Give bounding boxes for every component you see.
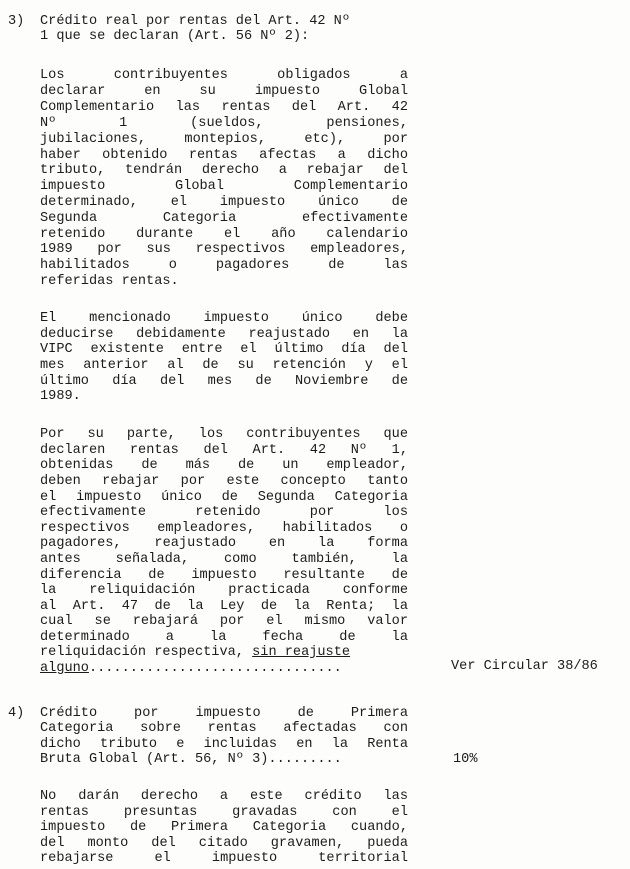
text-line: Por su parte, los contribuyentes que [40, 427, 408, 442]
heading-line: 1 que se declaran (Art. 56 Nº 2): [40, 29, 310, 44]
text-line: último día del mes de Noviembre de [40, 374, 408, 389]
text-line: la reliquidación practicada conforme [40, 583, 408, 598]
text-line: obtenidas de más de un empleador, [40, 458, 408, 473]
text-line: Complementario las rentas del Art. 42 [40, 100, 408, 115]
text-line: jubilaciones, montepios, etc), por [40, 132, 408, 147]
text-line-start: reliquidación respectiva, [40, 645, 244, 660]
text-line: haber obtenido rentas afectas a dicho [40, 148, 408, 163]
text-line [40, 645, 350, 660]
text-line: determinado, el impuesto único de [40, 195, 408, 210]
text-line: respectivos empleadores, habilitados o [40, 521, 408, 536]
text-line: impuesto de Primera Categoria cuando, [40, 820, 408, 835]
text-line: retenido durante el año calendario [40, 227, 408, 242]
heading-line: Crédito real por rentas del Art. 42 Nº [40, 14, 350, 29]
text-line: El mencionado impuesto único debe [40, 311, 408, 326]
text-line: referidas rentas. [40, 274, 179, 289]
margin-note-circular: Ver Circular 38/86 [451, 659, 598, 674]
text-line: 1989 por sus respectivos empleadores, [40, 242, 408, 257]
text-line: del monto del citado gravamen, pueda [40, 836, 408, 851]
heading-line: Bruta Global (Art. 56, Nº 3)......... [40, 752, 342, 767]
underlined-phrase: alguno [40, 661, 89, 676]
text-line: cual se rebajará por el mismo valor [40, 614, 408, 629]
text-line: VIPC existente entre el último día del [40, 342, 408, 357]
text-line: habilitados o pagadores de las [40, 258, 408, 273]
text-line: Segunda Categoria efectivamente [40, 211, 408, 226]
text-line: tributo, tendrán derecho a rebajar del [40, 163, 408, 178]
section-4-number: 4) [8, 706, 25, 721]
text-line: determinado a la fecha de la [40, 630, 408, 645]
text-line: rentas presuntas gravadas con el [40, 805, 408, 820]
text-line: No darán derecho a este crédito las [40, 789, 408, 804]
text-line: rebajarse el impuesto territorial [40, 851, 408, 866]
text-line: declaren rentas del Art. 42 Nº 1, [40, 443, 408, 458]
text-line: al Art. 47 de la Ley de la Renta; la [40, 599, 408, 614]
text-line: efectivamente retenido por los [40, 505, 408, 520]
section-3-number: 3) [8, 14, 25, 29]
text-line: Nº 1 (sueldos, pensiones, [40, 116, 408, 131]
text-line: deben rebajar por este concepto tanto [40, 474, 408, 489]
text-line: deducirse debidamente reajustado en la [40, 327, 408, 342]
dot-leader: ............................... [88, 661, 342, 676]
text-line: pagadores, reajustado en la forma [40, 536, 408, 551]
underlined-phrase: sin reajuste [252, 645, 351, 660]
text-line: el impuesto único de Segunda Categoria [40, 490, 408, 505]
text-line [40, 661, 342, 676]
text-line: antes señalada, como también, la [40, 552, 408, 567]
heading-line: dicho tributo e incluidas en la Renta [40, 737, 408, 752]
text-line: mes anterior al de su retención y el [40, 358, 408, 373]
text-line: diferencia de impuesto resultante de [40, 568, 408, 583]
text-line: declarar en su impuesto Global [40, 84, 408, 99]
heading-line: Categoria sobre rentas afectadas con [40, 721, 408, 736]
text-line: Los contribuyentes obligados a [40, 68, 408, 83]
text-line: impuesto Global Complementario [40, 179, 408, 194]
heading-line: Crédito por impuesto de Primera [40, 706, 408, 721]
text-line: 1989. [40, 389, 81, 404]
margin-note-rate: 10% [453, 752, 478, 767]
